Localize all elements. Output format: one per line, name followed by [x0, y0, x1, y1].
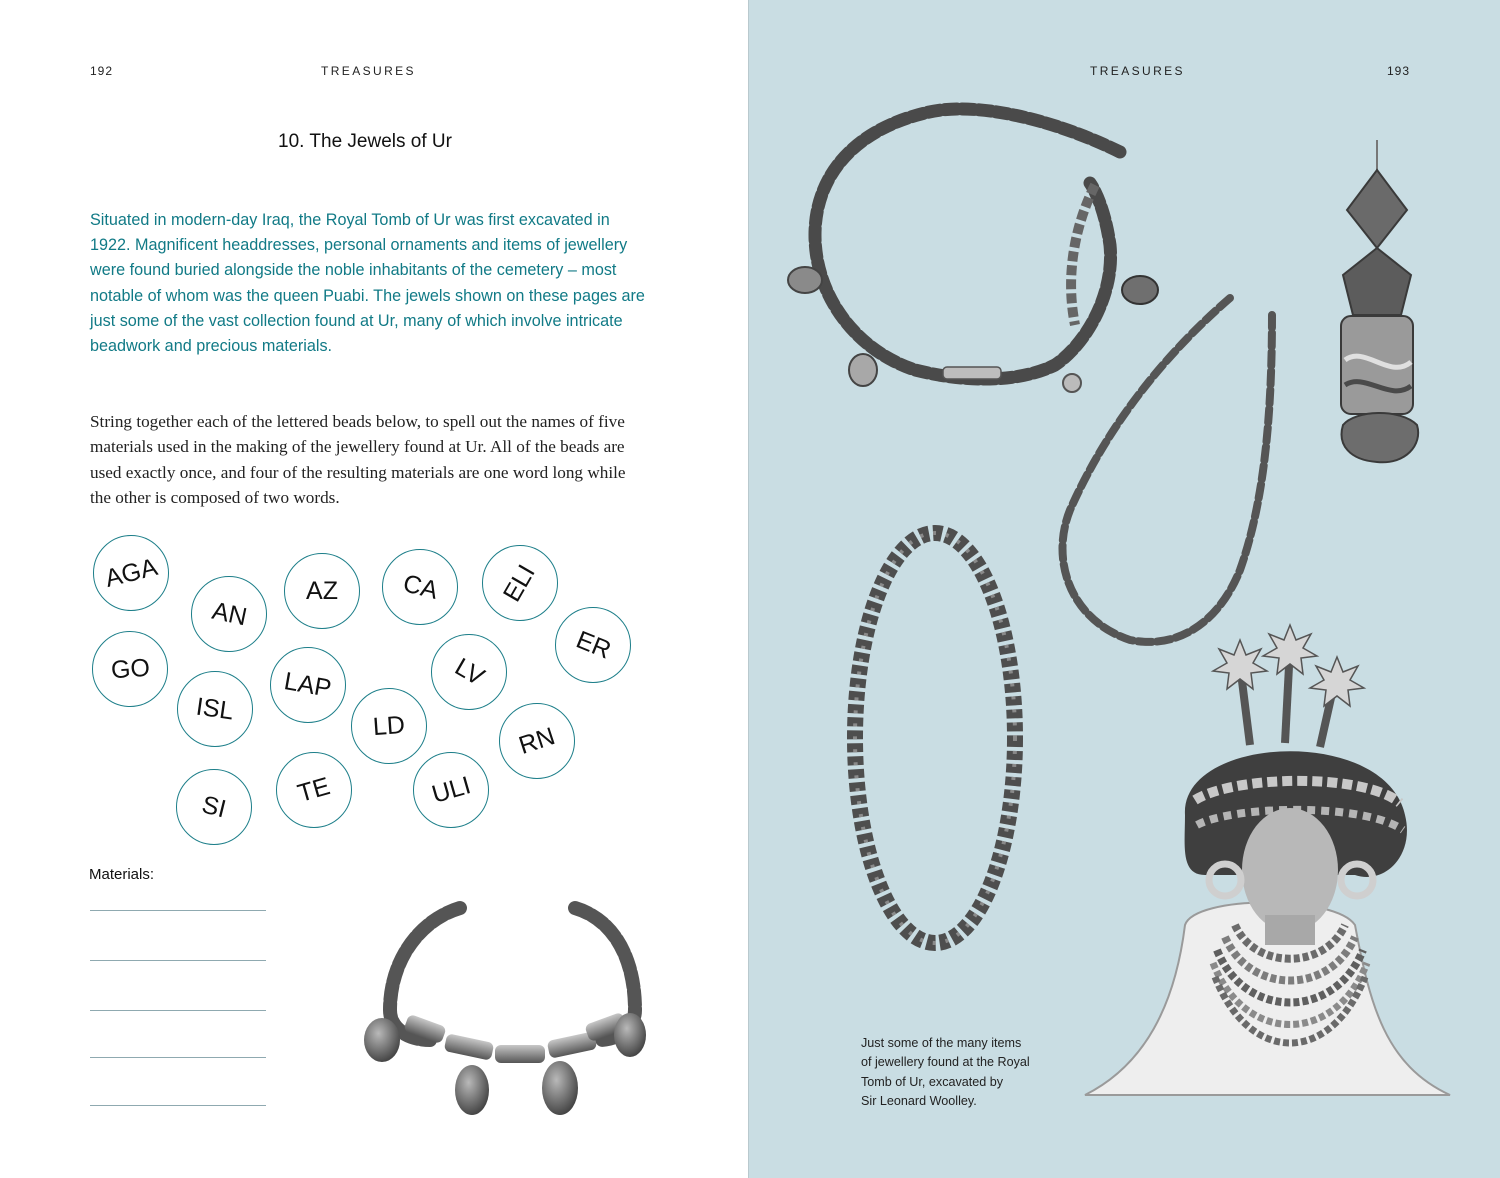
- bead-label: ER: [571, 625, 615, 665]
- caption-line: of jewellery found at the Royal: [861, 1055, 1030, 1070]
- bead-label: ULI: [428, 770, 474, 809]
- puzzle-instructions: String together each of the lettered beads below, to spell out the names of five materials used in the making of the jewellery found at Ur. All of the beads are used exactly once, and four of the resulting materials are one word long while the other is composed of two words.: [90, 412, 626, 508]
- answer-line-5[interactable]: [90, 1105, 266, 1106]
- bead-si: [176, 769, 252, 845]
- bead-label: CA: [399, 568, 441, 605]
- bead-aga: [93, 535, 169, 611]
- bead-eli: [482, 545, 558, 621]
- running-head-right: TREASURES: [1090, 64, 1185, 78]
- bead-label: RN: [515, 721, 559, 760]
- running-head-left: TREASURES: [321, 64, 416, 78]
- page-number-left: 192: [90, 64, 114, 78]
- puzzle-title: 10. The Jewels of Ur: [278, 131, 452, 152]
- bead-label: ELI: [498, 559, 542, 607]
- photo-caption: [861, 1034, 1071, 1111]
- caption-line: Just some of the many items: [861, 1036, 1022, 1050]
- bead-label: LD: [372, 710, 406, 741]
- left-page: [0, 0, 749, 1178]
- bead-label: GO: [109, 653, 151, 684]
- bead-isl: [177, 671, 253, 747]
- bead-ca: [382, 549, 458, 625]
- bead-lap: [270, 647, 346, 723]
- bead-te: [276, 752, 352, 828]
- bead-uli: [413, 752, 489, 828]
- bead-label: AN: [209, 596, 249, 631]
- page-number-right: 193: [1387, 64, 1411, 78]
- intro-paragraph: Situated in modern-day Iraq, the Royal Tomb of Ur was first excavated in 1922. Magnificent headdresses, personal ornaments and items of jewellery were found buried alongside the noble inhabitants of the cemetery – most notable of whom was the queen Puabi. The jewels shown on these pages are just some of the vast collection found at Ur, many of which involve intricate beadwork and precious materials.: [90, 211, 645, 356]
- stone-pendant-image: [1335, 140, 1425, 470]
- answer-line-3[interactable]: [90, 1010, 266, 1011]
- choker-necklace-image: [350, 890, 650, 1125]
- bead-label: ISL: [194, 692, 236, 725]
- caption-line: Sir Leonard Woolley.: [861, 1093, 977, 1108]
- bead-er: [555, 607, 631, 683]
- queen-puabi-headdress-image: [1085, 625, 1455, 1125]
- bead-rn: [499, 703, 575, 779]
- bead-label: AZ: [306, 576, 338, 605]
- bead-ld: [351, 688, 427, 764]
- materials-label: Materials:: [89, 866, 155, 883]
- answer-line-1[interactable]: [90, 910, 266, 911]
- bead-label: LV: [449, 652, 489, 691]
- bead-az: [284, 553, 360, 629]
- bicone-bead-necklace-image: [835, 520, 1035, 960]
- bead-label: SI: [199, 790, 229, 823]
- bead-lv: [431, 634, 507, 710]
- answer-line-4[interactable]: [90, 1057, 266, 1058]
- bead-an: [191, 576, 267, 652]
- caption-line: Tomb of Ur, excavated by: [861, 1074, 1004, 1089]
- answer-line-2[interactable]: [90, 960, 266, 961]
- bead-label: AGA: [101, 552, 160, 593]
- bead-go: [92, 631, 168, 707]
- bead-label: LAP: [282, 666, 334, 703]
- bead-label: TE: [294, 771, 334, 808]
- long-bead-necklace-image: [1050, 290, 1280, 650]
